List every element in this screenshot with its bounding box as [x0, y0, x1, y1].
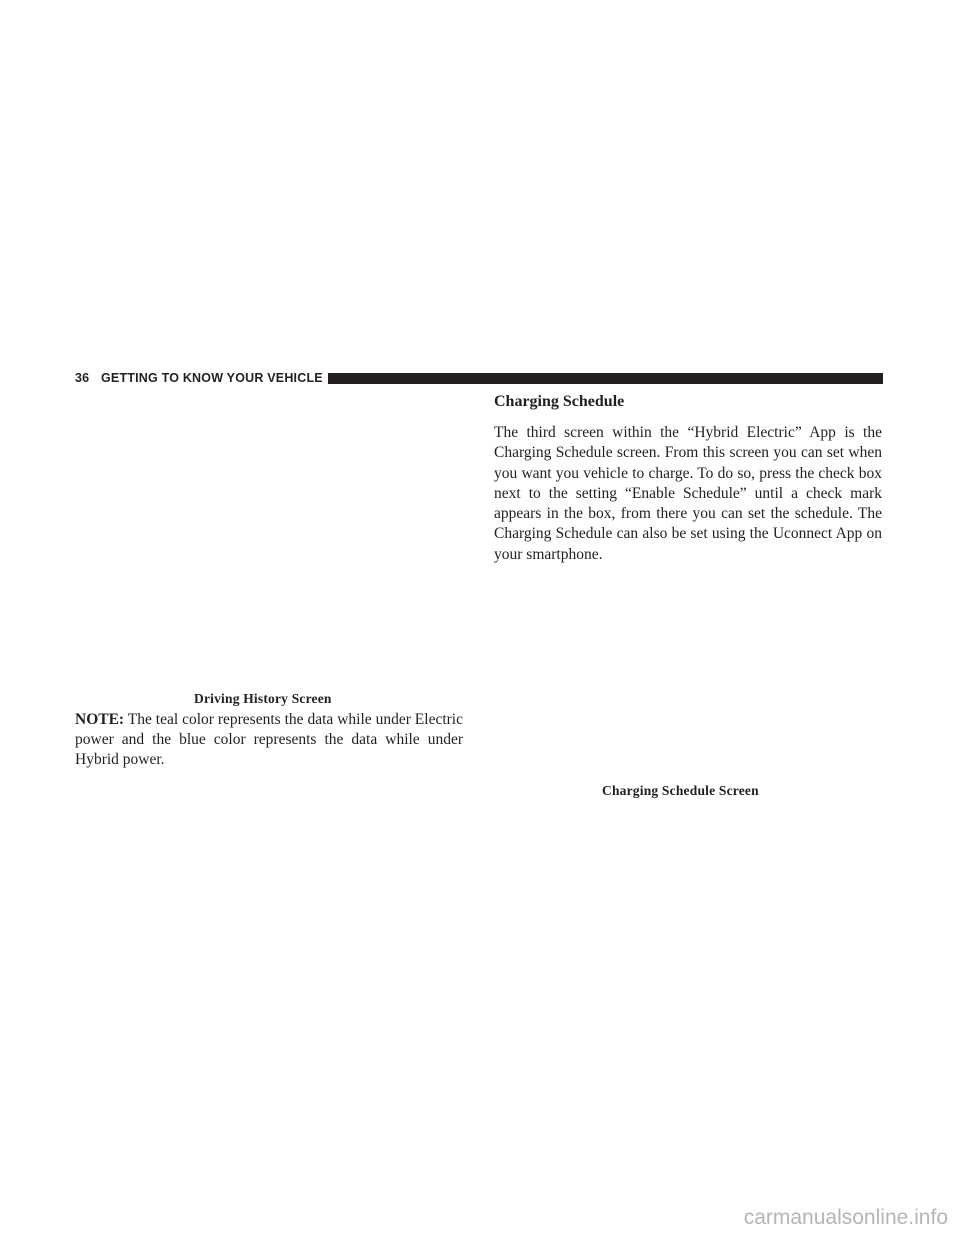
- driving-history-caption: Driving History Screen: [194, 691, 332, 706]
- note-label: NOTE:: [75, 711, 125, 728]
- driving-history-figure: [75, 400, 463, 680]
- page-header: [75, 370, 883, 386]
- charging-schedule-paragraph: The third screen within the “Hybrid Electric” App is the Charging Schedule screen. From this screen you can set when you want you vehicle to charge. To do so, press the check box next to the setting “Enable Schedule” until a check mark appears in the box, from there you can set the schedule. The Charging Schedule can also be set using the Uconnect App on your smartphone.: [494, 424, 882, 563]
- charging-schedule-heading: Charging Schedule: [494, 393, 625, 410]
- header-rule: [328, 373, 883, 384]
- page-number: 36: [75, 371, 90, 385]
- section-title: GETTING TO KNOW YOUR VEHICLE: [101, 371, 323, 385]
- watermark: carmanualsonline.info: [743, 1206, 948, 1229]
- note-text: The teal color represents the data while under Electric power and the blue color represents the data while under Hybrid power.: [75, 711, 463, 768]
- charging-schedule-figure: [494, 570, 882, 770]
- note-paragraph: [75, 710, 463, 770]
- charging-schedule-caption: Charging Schedule Screen: [602, 783, 759, 798]
